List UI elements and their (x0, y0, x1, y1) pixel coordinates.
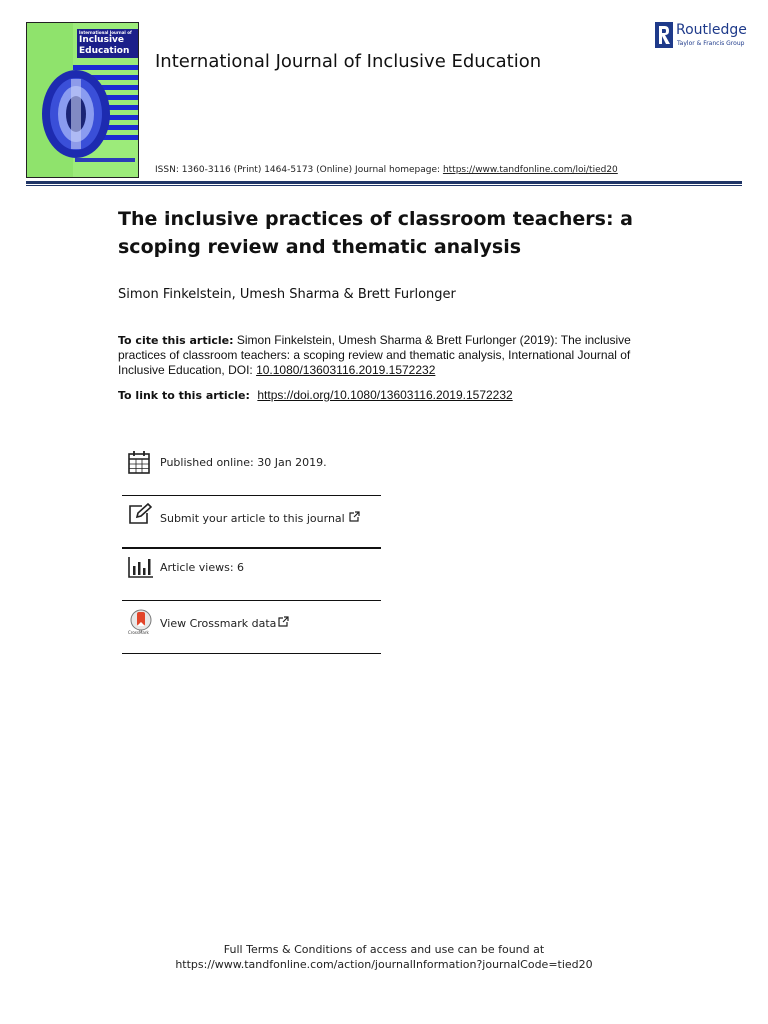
citation-block (118, 333, 658, 378)
crossmark-link[interactable] (160, 616, 289, 630)
external-link-icon (278, 616, 289, 627)
doi-link[interactable]: 10.1080/13603116.2019.1572232 (256, 363, 436, 377)
bar-chart-icon (128, 556, 154, 578)
article-link-line (118, 388, 513, 402)
crossmark-label: View Crossmark data (160, 617, 277, 630)
article-views: Article views: 6 (160, 561, 245, 574)
journal-cover-image (26, 22, 139, 178)
divider (122, 495, 381, 496)
routledge-r-icon (655, 22, 673, 48)
issn-line (155, 165, 618, 175)
published-row (124, 450, 380, 490)
header-rule-thin (26, 185, 742, 186)
submit-article-label: Submit your article to this journal (160, 512, 345, 525)
footer-terms (0, 942, 768, 972)
article-views-row (124, 556, 380, 596)
divider (122, 600, 381, 601)
cite-label: To cite this article: (118, 334, 234, 347)
cite-text: Simon Finkelstein, Umesh Sharma & Brett Furlonger (2019): The inclusive practices of classroom teachers: a scoping review and thematic analysis, International Journal of Inclusive Education, DOI: (118, 333, 631, 377)
publisher-name: Routledge (676, 22, 747, 38)
cover-face-illustration (41, 69, 111, 159)
external-link-icon (349, 511, 360, 522)
published-date: Published online: 30 Jan 2019. (160, 456, 327, 469)
footer-terms-link[interactable]: https://www.tandfonline.com/action/journalInformation?journalCode=tied20 (175, 958, 593, 971)
article-authors: Simon Finkelstein, Umesh Sharma & Brett Furlonger (118, 287, 456, 302)
cover-title: International Journal of Inclusive Education (77, 29, 139, 58)
crossmark-row[interactable] (124, 609, 380, 649)
journal-homepage-link[interactable]: https://www.tandfonline.com/loi/tied20 (442, 165, 618, 175)
edit-icon (128, 503, 152, 525)
calendar-icon (128, 450, 150, 474)
divider (122, 653, 381, 654)
divider (122, 547, 381, 549)
publisher-group: Taylor & Francis Group (677, 40, 745, 47)
submit-article-row[interactable] (124, 503, 380, 543)
journal-title: International Journal of Inclusive Education (155, 51, 542, 72)
link-label: To link to this article: (118, 389, 250, 402)
header-rule (26, 181, 742, 184)
issn-text: ISSN: 1360-3116 (Print) 1464-5173 (Online) Journal homepage: (155, 165, 441, 175)
crossmark-logo-text: CrossMark (128, 630, 149, 635)
article-title: The inclusive practices of classroom teachers: a scoping review and thematic analysis (118, 208, 633, 258)
submit-article-link[interactable] (160, 511, 360, 525)
article-doi-url[interactable]: https://doi.org/10.1080/13603116.2019.1572232 (257, 388, 513, 402)
footer-terms-line1: Full Terms & Conditions of access and use can be found at (223, 943, 545, 956)
